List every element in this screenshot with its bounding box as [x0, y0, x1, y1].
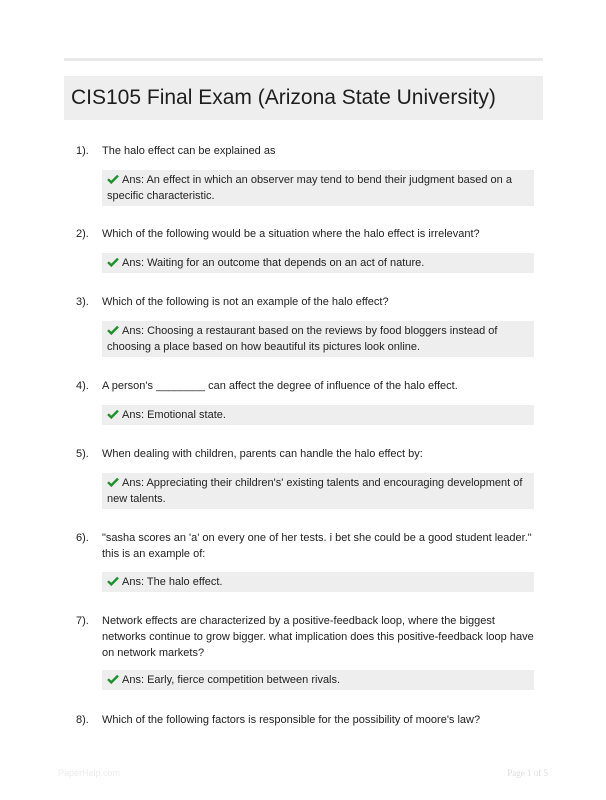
- document-title: CIS105 Final Exam (Arizona State University): [71, 86, 496, 109]
- question-number: 2).: [76, 228, 89, 240]
- checkmark-icon: [107, 674, 120, 684]
- answer-text: Ans: Waiting for an outcome that depends on an act of nature.: [122, 257, 425, 269]
- answer-box: [102, 253, 534, 273]
- checkmark-icon: [107, 477, 120, 487]
- question-text: The halo effect can be explained as: [102, 145, 276, 157]
- question-number: 1).: [76, 145, 89, 157]
- checkmark-icon: [107, 257, 120, 267]
- watermark-text: PaperHelp.com: [58, 768, 121, 778]
- checkmark-icon: [107, 174, 120, 184]
- page-number: Page 1 of 5: [507, 768, 548, 778]
- question-text: Which of the following is not an example of the halo effect?: [102, 296, 389, 308]
- answer-text: Ans: Choosing a restaurant based on the reviews by food bloggers instead of choosing a place based on how beautiful its pictures look online.: [107, 325, 498, 353]
- answer-box: [102, 670, 534, 690]
- question-text: "sasha scores an 'a' on every one of her tests. i bet she could be a good student leader." this is an example of:: [102, 532, 532, 560]
- answer-box: [102, 170, 534, 206]
- question-number: 7).: [76, 615, 89, 627]
- answer-box: [102, 405, 534, 425]
- question-text: Which of the following would be a situation where the halo effect is irrelevant?: [102, 228, 480, 240]
- answer-text: Ans: Emotional state.: [122, 409, 226, 421]
- question-number: 8).: [76, 714, 89, 726]
- checkmark-icon: [107, 576, 120, 586]
- question-text: A person's ________ can affect the degree of influence of the halo effect.: [102, 380, 458, 392]
- answer-text: Ans: The halo effect.: [122, 576, 223, 588]
- question-text: When dealing with children, parents can handle the halo effect by:: [102, 448, 423, 460]
- question-number: 5).: [76, 448, 89, 460]
- question-text: Network effects are characterized by a positive-feedback loop, where the biggest networks continue to grow bigger. what implication does this positive-feedback loop have on network markets?: [102, 615, 534, 659]
- answer-text: Ans: Appreciating their children's' existing talents and encouraging development of new talents.: [107, 477, 523, 505]
- question-number: 4).: [76, 380, 89, 392]
- answer-text: Ans: An effect in which an observer may tend to bend their judgment based on a specific characteristic.: [107, 174, 512, 202]
- checkmark-icon: [107, 325, 120, 335]
- question-number: 3).: [76, 296, 89, 308]
- answer-box: [102, 321, 534, 357]
- answer-text: Ans: Early, fierce competition between rivals.: [122, 674, 341, 686]
- answer-box: [102, 473, 534, 509]
- question-text: Which of the following factors is responsible for the possibility of moore's law?: [102, 714, 481, 726]
- checkmark-icon: [107, 409, 120, 419]
- question-number: 6).: [76, 532, 89, 544]
- answer-box: [102, 572, 534, 592]
